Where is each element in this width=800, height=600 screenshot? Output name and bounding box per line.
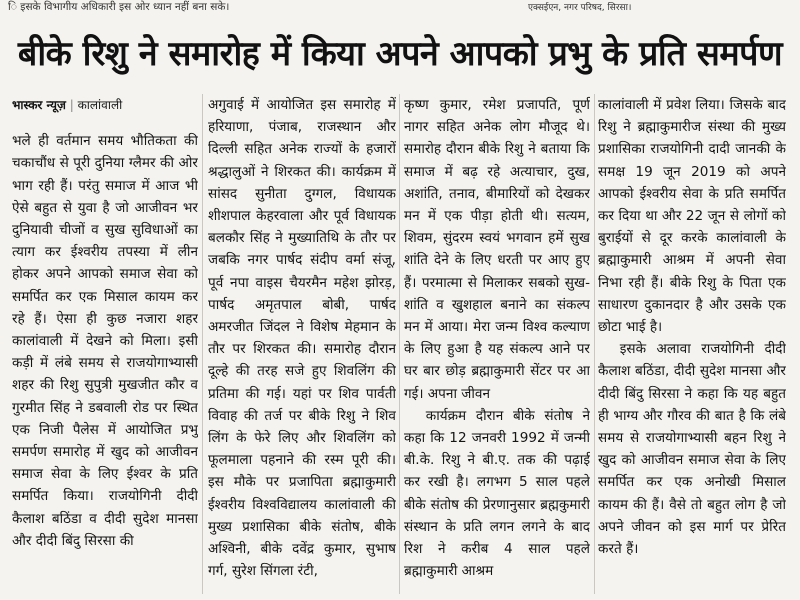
byline-source: भास्कर न्यूज़ (12, 98, 66, 112)
article-column-4 (598, 94, 786, 594)
article-column-1 (12, 94, 198, 594)
byline-separator: | (65, 98, 78, 112)
previous-article-text: ि इसके विभागीय अधिकारी इस ओर ध्यान नहीं बना सके। (8, 1, 230, 13)
column-4-paragraph-2: इसके अलावा राजयोगिनी दीदी कैलाश बठिंडा, दीदी सुदेश मानसा और दीदी बिंदु सिरसा ने कहा कि यह बहुत ही भाग्य और गौरव की बात है कि लंबे समय से राजयोगाभ्यासी बहन रिशु ने खुद को आजीवन समाज सेवा के लिए समर्पित कर एक अनोखी मिसाल कायम की हैं। वैसे तो बहुत लोग है जो अपने जीवन को इस मार्ग पर प्रेरित करते हैं। (598, 341, 786, 558)
column-3-paragraph-1: कृष्ण कुमार, रमेश प्रजापति, पूर्ण नागर सहित अनेक लोग मौजूद थे। समारोह दौरान बीके रिशु ने बताया कि समाज में बढ़ रहे अत्याचार, दुख, अशांति, तनाव, बीमारियों को देखकर मन में एक पीड़ा होती थी। सत्यम, शिवम, सुंदरम स्वयं भगवान हमें सुख शांति देने के लिए धरती पर आए हुए हैं। परमात्मा से मिलाकर सबको सुख-शांति व खुशहाल बनाने का संकल्प मन में आया। मेरा जन्म विश्व कल्याण के लिए हुआ है यह संकल्प आने पर घर बार छोड़ ब्रह्माकुमारी सेंटर पर आ गई। अपना जीवन (404, 97, 590, 402)
article-column-3 (404, 94, 590, 594)
column-4-paragraph-1: कालांवाली में प्रवेश लिया। जिसके बाद रिशु ने ब्रह्माकुमारीज संस्था की मुख्य प्रशासिका राजयोगिनी दादी जानकी के समक्ष 19 जून 2019 को अपने आपको ईश्वरीय सेवा के प्रति समर्पित कर दिया था और 22 जून से लोगों को बुराईयों से दूर करके कालांवाली के ब्रह्माकुमारी आश्रम में अपनी सेवा निभा रही हैं। बीके रिशु के पिता एक साधारण दुकानदार है और उसके एक छोटा भाई है। (598, 97, 786, 336)
column-3-paragraph-2: कार्यक्रम दौरान बीके संतोष ने कहा कि 12 जनवरी 1992 में जन्मी बी.के. रिशु ने बी.ए. तक की पढ़ाई कर रखी है। लगभग 5 साल पहले बीके संतोष की प्रेरणानुसार ब्रह्मकुमारी संस्थान के प्रति लगन लगने के बाद रिश ने करीब 4 साल पहले ब्रह्माकुमारी आश्रम (404, 407, 590, 580)
column-2-text: अगुवाई में आयोजित इस समारोह में हरियाणा, पंजाब, राजस्थान और दिल्ली सहित अनेक राज्यों के हजारों श्रद्धालुओं ने शिरकत की। कार्यक्रम में सांसद सुनीता दुग्गल, विधायक शीशपाल केहरवाला और पूर्व विधायक बलकौर सिंह ने मुख्यातिथि के तौर पर जबकि नगर पार्षद संदीप वर्मा संजू, पूर्व नपा वाइस चैयरमैन महेश झोरड़, पार्षद अमृतपाल बोबी, पार्षद अमरजीत जिंदल ने विशेष मेहमान के तौर पर शिरकत की। समारोह दौरान दूल्हे की तरह सजे हुए शिवलिंग की प्रतिमा की गई। यहां पर शिव पार्वती विवाह की तर्ज पर बीके रिशु ने शिव लिंग के फेरे लिए और शिवलिंग को फूलमाला पहनाने की रस्म पूरी की। इस मौके पर प्रजापिता ब्रह्माकुमारी ईश्वरीय विश्वविद्यालय कालांवाली की मुख्य प्रशासिका बीके संतोष, बीके अश्विनी, बीके दवेंद्र कुमार, सुभाष गर्ग, सुरेश सिंगला रंटी, (208, 97, 396, 580)
column-divider (594, 94, 595, 594)
byline (12, 94, 198, 116)
column-divider (202, 94, 203, 594)
article-column-2 (208, 94, 396, 594)
byline-city: कालांवाली (77, 98, 123, 112)
previous-article-strip (0, 0, 800, 17)
column-divider (399, 94, 400, 594)
column-1-text: भले ही वर्तमान समय भौतिकता की चकाचौंध से पूरी दुनिया ग्लैमर की ओर भाग रही हैं। परंतु समाज में आज भी ऐसे बहुत से युवा है जो आजीवन भर दुनियावी चीजों व सुख सुविधाओं का त्याग कर ईश्वरीय तपस्या में लीन होकर अपने आपको समाज सेवा को समर्पित कर एक मिसाल कायम कर रहे हैं। ऐसा ही कुछ नजारा शहर कालांवाली में देखने को मिला। इसी कड़ी में लंबे समय से राजयोगाभ्यासी शहर की रिशु सुपुत्री मुखजीत कौर व गुरमीत सिंह ने डबवाली रोड पर स्थित एक निजी पैलेस में आयोजित प्रभु समर्पण समारोह में खुद को आजीवन समाज सेवा के लिए ईश्वर के प्रति समर्पित किया। राजयोगिनी दीदी कैलाश बठिंडा व दीदी सुदेश मानसा और दीदी बिंदु सिरसा की (12, 133, 198, 549)
previous-article-signoff: एक्सईएन, नगर परिषद, सिरसा। (528, 3, 632, 13)
article-headline: बीके रिशु ने समारोह में किया अपने आपको प्रभु के प्रति समर्पण (17, 34, 783, 74)
